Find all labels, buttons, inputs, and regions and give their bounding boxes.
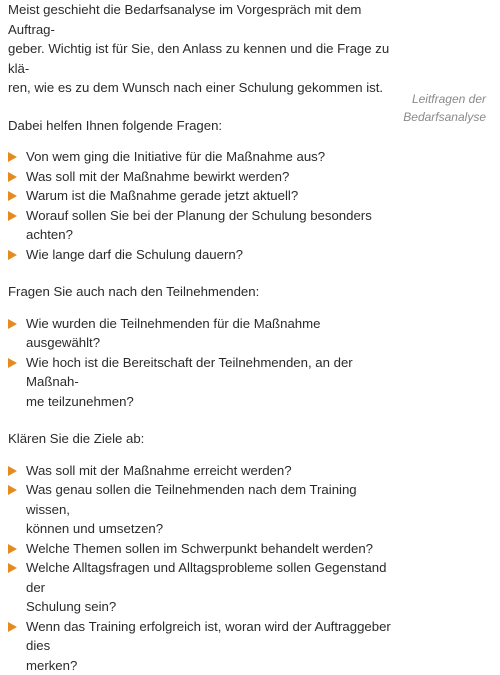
triangle-bullet-icon bbox=[8, 191, 17, 201]
section-2-list bbox=[8, 314, 393, 412]
list-item-text: Warum ist die Maßnahme gerade jetzt aktuell? bbox=[26, 188, 298, 203]
document-body bbox=[8, 0, 393, 675]
triangle-bullet-icon bbox=[8, 622, 17, 632]
triangle-bullet-icon bbox=[8, 211, 17, 221]
triangle-bullet-icon bbox=[8, 563, 17, 573]
list-item bbox=[8, 558, 393, 617]
list-item-text: Wie wurden die Teilnehmenden für die Maßnahme ausgewählt? bbox=[26, 316, 320, 351]
list-item-text: Wenn das Training erfolgreich ist, woran wird der Auftraggeber dies merken? bbox=[26, 619, 391, 673]
list-item bbox=[8, 245, 393, 265]
list-item-text: Von wem ging die Initiative für die Maßnahme aus? bbox=[26, 149, 325, 164]
list-item-text: Was genau sollen die Teilnehmenden nach dem Training wissen, können und umsetzen? bbox=[26, 482, 357, 536]
list-item bbox=[8, 206, 393, 245]
list-item-text: Wie lange darf die Schulung dauern? bbox=[26, 247, 243, 262]
list-item bbox=[8, 147, 393, 167]
list-item bbox=[8, 480, 393, 539]
list-item bbox=[8, 353, 393, 412]
section-1-list bbox=[8, 147, 393, 264]
triangle-bullet-icon bbox=[8, 319, 17, 329]
list-item-text: Welche Alltagsfragen und Alltagsprobleme sollen Gegenstand der Schulung sein? bbox=[26, 560, 386, 614]
list-item bbox=[8, 539, 393, 559]
margin-note: Leitfragen der Bedarfsanalyse bbox=[366, 90, 486, 126]
section-3-list bbox=[8, 461, 393, 675]
triangle-bullet-icon bbox=[8, 152, 17, 162]
triangle-bullet-icon bbox=[8, 485, 17, 495]
list-item-text: Welche Themen sollen im Schwerpunkt behandelt werden? bbox=[26, 541, 373, 556]
list-item-text: Was soll mit der Maßnahme bewirkt werden? bbox=[26, 169, 289, 184]
triangle-bullet-icon bbox=[8, 358, 17, 368]
triangle-bullet-icon bbox=[8, 466, 17, 476]
section-3-lead: Klären Sie die Ziele ab: bbox=[8, 429, 393, 449]
triangle-bullet-icon bbox=[8, 544, 17, 554]
list-item bbox=[8, 186, 393, 206]
list-item bbox=[8, 314, 393, 353]
section-2-lead: Fragen Sie auch nach den Teilnehmenden: bbox=[8, 282, 393, 302]
list-item bbox=[8, 461, 393, 481]
triangle-bullet-icon bbox=[8, 172, 17, 182]
intro-paragraph: Meist geschieht die Bedarfsanalyse im Vorgespräch mit dem Auftrag- geber. Wichtig ist für Sie, den Anlass zu kennen und die Frage zu klä- ren, wie es zu dem Wunsch nach einer Schulung gekommen ist. bbox=[8, 0, 393, 98]
triangle-bullet-icon bbox=[8, 250, 17, 260]
list-item-text: Worauf sollen Sie bei der Planung der Schulung besonders achten? bbox=[26, 208, 372, 243]
list-item bbox=[8, 617, 393, 675]
list-item-text: Wie hoch ist die Bereitschaft der Teilnehmenden, an der Maßnah- me teilzunehmen? bbox=[26, 355, 353, 409]
list-item bbox=[8, 167, 393, 187]
list-item-text: Was soll mit der Maßnahme erreicht werden? bbox=[26, 463, 292, 478]
section-1-lead: Dabei helfen Ihnen folgende Fragen: bbox=[8, 116, 393, 136]
